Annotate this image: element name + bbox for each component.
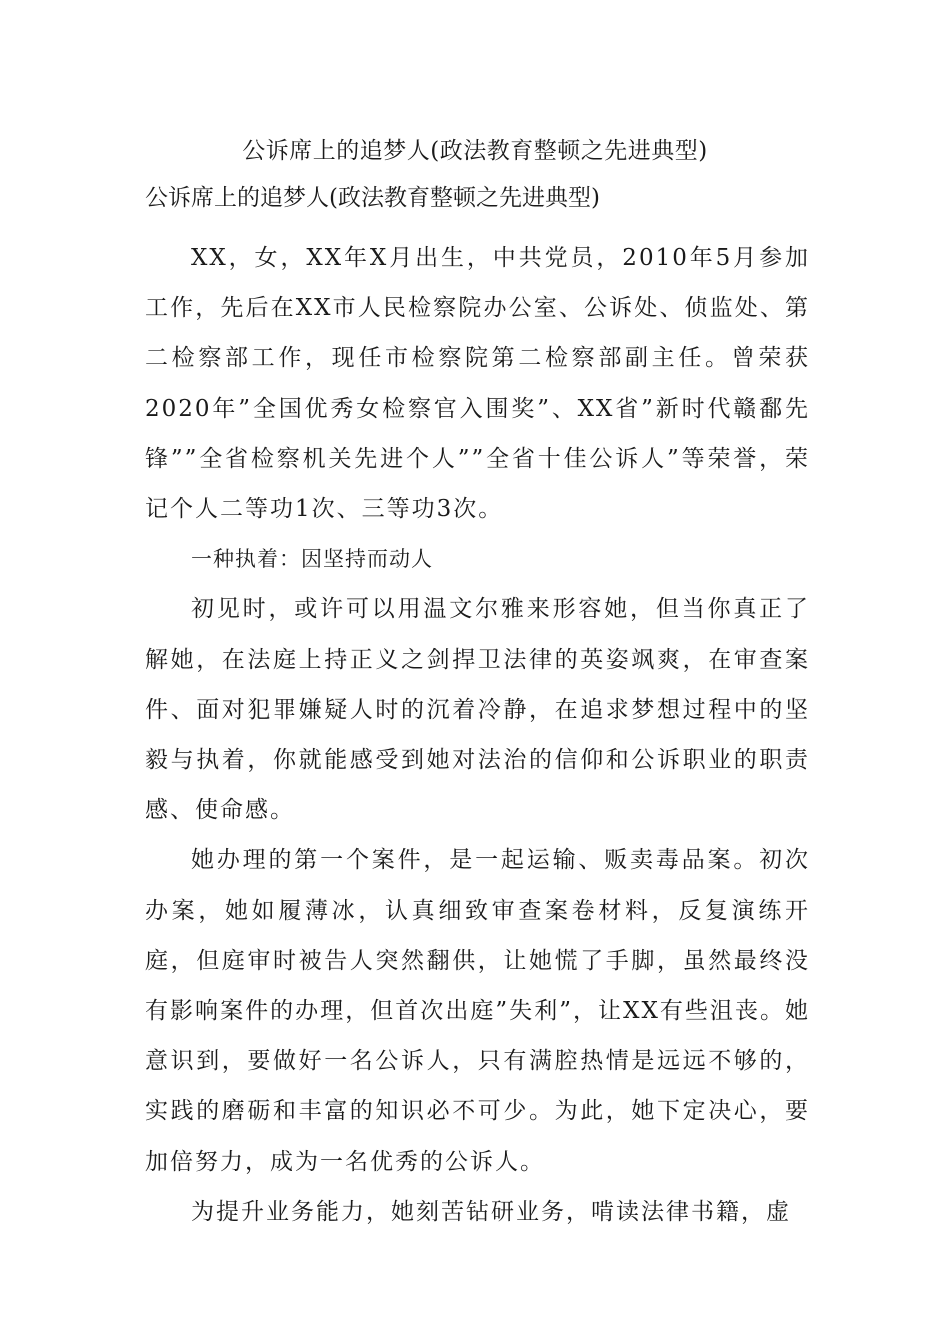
section-heading: 一种执着：因坚持而动人 [191, 547, 433, 572]
paragraph-first-impression: 初见时，或许可以用温文尔雅来形容她，但当你真正了解她，在法庭上持正义之剑捍卫法律的英姿飒爽，在审查案件、面对犯罪嫌疑人时的沉着冷静，在追求梦想过程中的坚毅与执着，你就能感受到她对法治的信仰和公诉职业的职责感、使命感。 [145, 596, 810, 824]
paragraph-profile: XX，女，XX年X月出生，中共党员，2010年5月参加工作，先后在XX市人民检察院办公室、公诉处、侦监处、第二检察部工作，现任市检察院第二检察部副主任。曾荣获2020年”全国优秀女检察官入围奖”、XX省”新时代赣鄱先锋””全省检察机关先进个人””全省十佳公诉人”等荣誉，荣记个人二等功1次、三等功3次。 [145, 245, 810, 523]
document-body [145, 233, 810, 1237]
paragraph-first-case: 她办理的第一个案件，是一起运输、贩卖毒品案。初次办案，她如履薄冰，认真细致审查案卷材料，反复演练开庭，但庭审时被告人突然翻供，让她慌了手脚，虽然最终没有影响案件的办理，但首次出庭”失利”，让XX有些沮丧。她意识到，要做好一名公诉人，只有满腔热情是远远不够的，实践的磨砺和丰富的知识必不可少。为此，她下定决心，要加倍努力，成为一名优秀的公诉人。 [145, 847, 810, 1175]
document-title: 公诉席上的追梦人(政法教育整顿之先进典型) [242, 138, 708, 164]
paragraph-study: 为提升业务能力，她刻苦钻研业务，啃读法律书籍，虚 [191, 1198, 791, 1225]
document-subtitle: 公诉席上的追梦人(政法教育整顿之先进典型) [145, 185, 600, 211]
